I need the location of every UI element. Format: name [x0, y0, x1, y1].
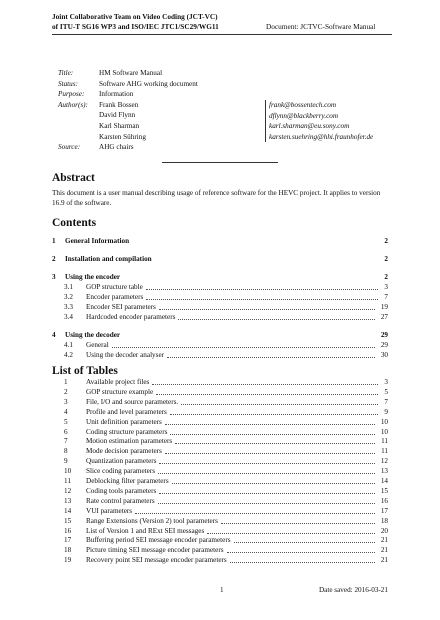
table-list-entry[interactable]	[52, 496, 388, 506]
title-label: Title:	[58, 69, 74, 77]
table-list-entry[interactable]	[52, 377, 388, 387]
table-list-entry-page: 7	[384, 397, 388, 406]
table-list-entry-number: 4	[64, 407, 68, 416]
table-list-entry-page: 9	[384, 407, 388, 416]
table-list-entry-number: 2	[64, 387, 68, 396]
toc-entry-page: 7	[384, 293, 388, 301]
dot-leader	[152, 377, 378, 385]
dot-leader	[156, 387, 378, 395]
table-list-entry-number: 13	[64, 496, 72, 505]
table-list-entry-title: Profile and level parameters	[86, 407, 167, 416]
table-list-entry-page: 10	[380, 417, 388, 426]
toc-entry-number: 3.2	[64, 293, 73, 301]
toc-entry[interactable]	[52, 312, 388, 322]
table-list-entry-page: 12	[380, 457, 388, 466]
toc-entry[interactable]	[52, 254, 388, 264]
dot-leader	[227, 545, 375, 553]
toc-entry-title: Using the decoder analyser	[86, 351, 165, 359]
table-list-entry-number: 19	[64, 556, 72, 565]
date-saved: Date saved: 2016-03-21	[318, 586, 388, 594]
toc-entry[interactable]	[52, 292, 388, 302]
toc-entry-title: General Information	[65, 237, 130, 245]
source-value: AHG chairs	[99, 143, 134, 152]
toc-entry-page: 3	[384, 283, 388, 291]
table-list-entry[interactable]	[52, 506, 388, 516]
dot-leader	[221, 516, 375, 524]
table-list-entry[interactable]	[52, 555, 388, 565]
status-label: Status:	[58, 79, 78, 88]
authors-label: Author(s):	[58, 100, 88, 109]
table-list-entry-title: Slice coding parameters	[86, 467, 156, 476]
toc-entry-number: 3.3	[64, 303, 73, 311]
dot-leader	[170, 427, 375, 435]
toc-entry-title: Encoder parameters	[86, 293, 144, 301]
table-list-entry-page: 21	[380, 536, 388, 545]
table-list-entry-page: 3	[384, 378, 388, 386]
toc-entry[interactable]	[52, 302, 388, 312]
dot-leader	[112, 340, 375, 348]
table-list-entry[interactable]	[52, 407, 388, 417]
author-emails	[265, 100, 373, 142]
author-email-link[interactable]: karl.sharman@eu.sony.com	[269, 122, 350, 131]
toc-entry-title: GOP structure table	[86, 283, 143, 291]
table-list-entry[interactable]	[52, 545, 388, 555]
toc-entry-title: Installation and compilation	[65, 255, 152, 263]
section-divider	[162, 162, 278, 163]
table-list-entry-title: VUI parameters	[86, 506, 133, 515]
toc-entry-number: 4.2	[64, 351, 73, 359]
table-list-entry-title: Available project files	[86, 378, 150, 386]
table-list-entry[interactable]	[52, 466, 388, 476]
table-list-entry[interactable]	[52, 436, 388, 446]
toc-entry-page: 2	[384, 237, 388, 245]
table-list-entry-number: 12	[64, 486, 72, 495]
dot-leader	[167, 350, 375, 358]
table-list-entry-title: Deblocking filter parameters	[86, 477, 169, 485]
purpose-label: Purpose:	[58, 90, 85, 99]
dot-leader	[158, 466, 375, 474]
table-list-entry-title: GOP structure example	[86, 387, 154, 396]
author-name: Karsten Sühring	[99, 132, 146, 141]
table-list-entry-page: 10	[380, 427, 388, 436]
table-list-entry-title: Picture timing SEI message encoder parameters	[86, 546, 224, 555]
table-list-entry-title: Motion estimation parameters	[86, 437, 173, 446]
author-email-link[interactable]: dflynn@blackberry.com	[269, 111, 339, 120]
table-list-entry-page: 16	[380, 496, 388, 505]
dot-leader	[170, 407, 378, 415]
toc-entry-title: Hardcoded encoder parameters	[86, 313, 176, 321]
toc-entry-page: 19	[380, 303, 388, 311]
toc-entry[interactable]	[52, 236, 388, 246]
table-list-entry-page: 21	[380, 556, 388, 565]
table-list-entry[interactable]	[52, 535, 388, 545]
toc-entry-number: 1	[52, 237, 56, 245]
author-name: Frank Bossen	[99, 100, 139, 109]
header-divider	[52, 34, 392, 35]
table-list-entry[interactable]	[52, 526, 388, 536]
table-list-entry-number: 8	[64, 447, 68, 456]
table-list-entry-title: Buffering period SEI message encoder parameters	[86, 536, 231, 545]
toc-entry-page: 2	[384, 273, 388, 281]
author-email-link[interactable]: frank@bossentech.com	[269, 101, 337, 109]
table-list-entry-title: Mode decision parameters	[86, 447, 162, 456]
table-list-entry[interactable]	[52, 387, 388, 397]
page-number: 1	[220, 586, 224, 594]
table-list-entry-number: 14	[64, 506, 72, 515]
table-list-entry-number: 10	[64, 467, 72, 476]
table-list-entry-number: 5	[64, 417, 68, 426]
abstract-text: This document is a user manual describing usage of reference software for the HEVC project. It applies to version 16.9 of the software.	[52, 189, 381, 208]
toc-entry-page: 30	[380, 351, 388, 359]
toc-entry[interactable]	[52, 282, 388, 292]
table-list-entry-page: 21	[380, 546, 388, 555]
table-list-entry-page: 18	[380, 516, 388, 525]
contents-heading: Contents	[52, 217, 97, 229]
author-name: Karl Sharman	[99, 121, 140, 130]
toc-entry-page: 29	[380, 331, 388, 339]
table-list-entry-title: Quantization parameters	[86, 457, 157, 466]
title-value: HM Software Manual	[99, 69, 163, 77]
toc-entry-number: 3	[52, 273, 56, 281]
toc-entry-number: 2	[52, 255, 56, 263]
table-list-entry-title: Coding structure parameters	[86, 427, 168, 436]
table-list-entry-page: 11	[381, 437, 388, 446]
table-list-entry-title: Unit definition parameters	[86, 417, 162, 426]
toc-entry[interactable]	[52, 330, 388, 340]
dot-leader	[159, 486, 375, 494]
table-list-entry-page: 20	[380, 526, 388, 535]
toc-entry-page: 29	[380, 341, 388, 349]
table-list-entry-number: 17	[64, 536, 72, 545]
dot-leader	[158, 496, 375, 504]
dot-leader	[178, 312, 375, 320]
table-list-entry[interactable]	[52, 417, 388, 427]
table-list-entry-page: 5	[384, 387, 388, 396]
dot-leader	[146, 292, 378, 300]
table-list-entry-number: 1	[64, 378, 68, 386]
table-list-entry-page: 15	[380, 486, 388, 495]
author-name: David Flynn	[99, 111, 136, 120]
toc-entry[interactable]	[52, 340, 388, 350]
dot-leader	[135, 506, 375, 514]
toc-entry[interactable]	[52, 350, 388, 360]
dot-leader	[146, 282, 378, 290]
purpose-value: Information	[99, 90, 134, 99]
table-list-entry[interactable]	[52, 476, 388, 486]
toc-entry-title: Using the encoder	[65, 273, 121, 281]
dot-leader	[207, 526, 375, 534]
table-list-entry-page: 11	[381, 447, 388, 456]
table-list-entry[interactable]	[52, 456, 388, 466]
abstract-heading: Abstract	[52, 172, 95, 184]
dot-leader	[165, 446, 375, 454]
table-list-entry-title: Range Extensions (Version 2) tool parameters	[86, 516, 218, 525]
document-id: Document: JCTVC-Software Manual	[266, 21, 376, 31]
dot-leader	[181, 397, 378, 405]
table-list-entry-page: 17	[380, 506, 388, 515]
source-label: Source:	[58, 143, 81, 152]
table-list-entry-number: 3	[64, 397, 68, 406]
table-list-entry-number: 6	[64, 427, 68, 436]
table-list-entry-title: Recovery point SEI message encoder parameters	[86, 556, 227, 565]
table-list-entry-number: 7	[64, 437, 68, 446]
table-list-entry-number: 16	[64, 526, 72, 535]
toc-entry-number: 3.1	[64, 283, 73, 291]
table-list-entry-number: 11	[64, 477, 71, 485]
toc-entry-title: General	[86, 341, 109, 349]
table-list-entry[interactable]	[52, 486, 388, 496]
toc-entry[interactable]	[52, 272, 388, 282]
author-email-link[interactable]: karsten.suehring@hhi.fraunhofer.de	[269, 132, 374, 141]
dot-leader	[165, 417, 375, 425]
table-list-entry-title: Coding tools parameters	[86, 486, 157, 495]
table-list-entry-number: 15	[64, 516, 72, 525]
toc-entry-page: 2	[384, 255, 388, 263]
dot-leader	[172, 476, 375, 484]
table-list-entry-page: 13	[380, 467, 388, 476]
toc-entry-title: Encoder SEI parameters	[86, 303, 156, 311]
dot-leader	[230, 555, 375, 563]
toc-entry-number: 3.4	[64, 313, 73, 321]
dot-leader	[234, 535, 375, 543]
table-list-entry-title: Rate control parameters	[86, 496, 155, 505]
table-list-entry-page: 14	[380, 477, 388, 485]
dot-leader	[159, 456, 375, 464]
table-list-entry[interactable]	[52, 446, 388, 456]
list-of-tables-heading: List of Tables	[52, 365, 118, 377]
dot-leader	[159, 302, 375, 310]
table-list-entry-title: File, I/O and source parameters.	[86, 397, 179, 406]
dot-leader	[175, 436, 375, 444]
header-line-1: Joint Collaborative Team on Video Coding (JCT-VC)	[52, 12, 218, 21]
table-list-entry-title: List of Version 1 and RExt SEI messages	[86, 526, 205, 535]
table-list-entry[interactable]	[52, 427, 388, 437]
toc-entry-number: 4	[52, 331, 56, 339]
table-list-entry[interactable]	[52, 516, 388, 526]
toc-entry-page: 27	[380, 313, 388, 321]
status-value: Software AHG working document	[99, 79, 198, 88]
table-list-entry-number: 18	[64, 546, 72, 555]
table-list-entry-number: 9	[64, 457, 68, 466]
toc-entry-title: Using the decoder	[65, 331, 121, 339]
table-list-entry[interactable]	[52, 397, 388, 407]
toc-entry-number: 4.1	[64, 341, 73, 349]
header-line-2: of ITU-T SG16 WP3 and ISO/IEC JTC1/SC29/WG11	[52, 21, 219, 31]
